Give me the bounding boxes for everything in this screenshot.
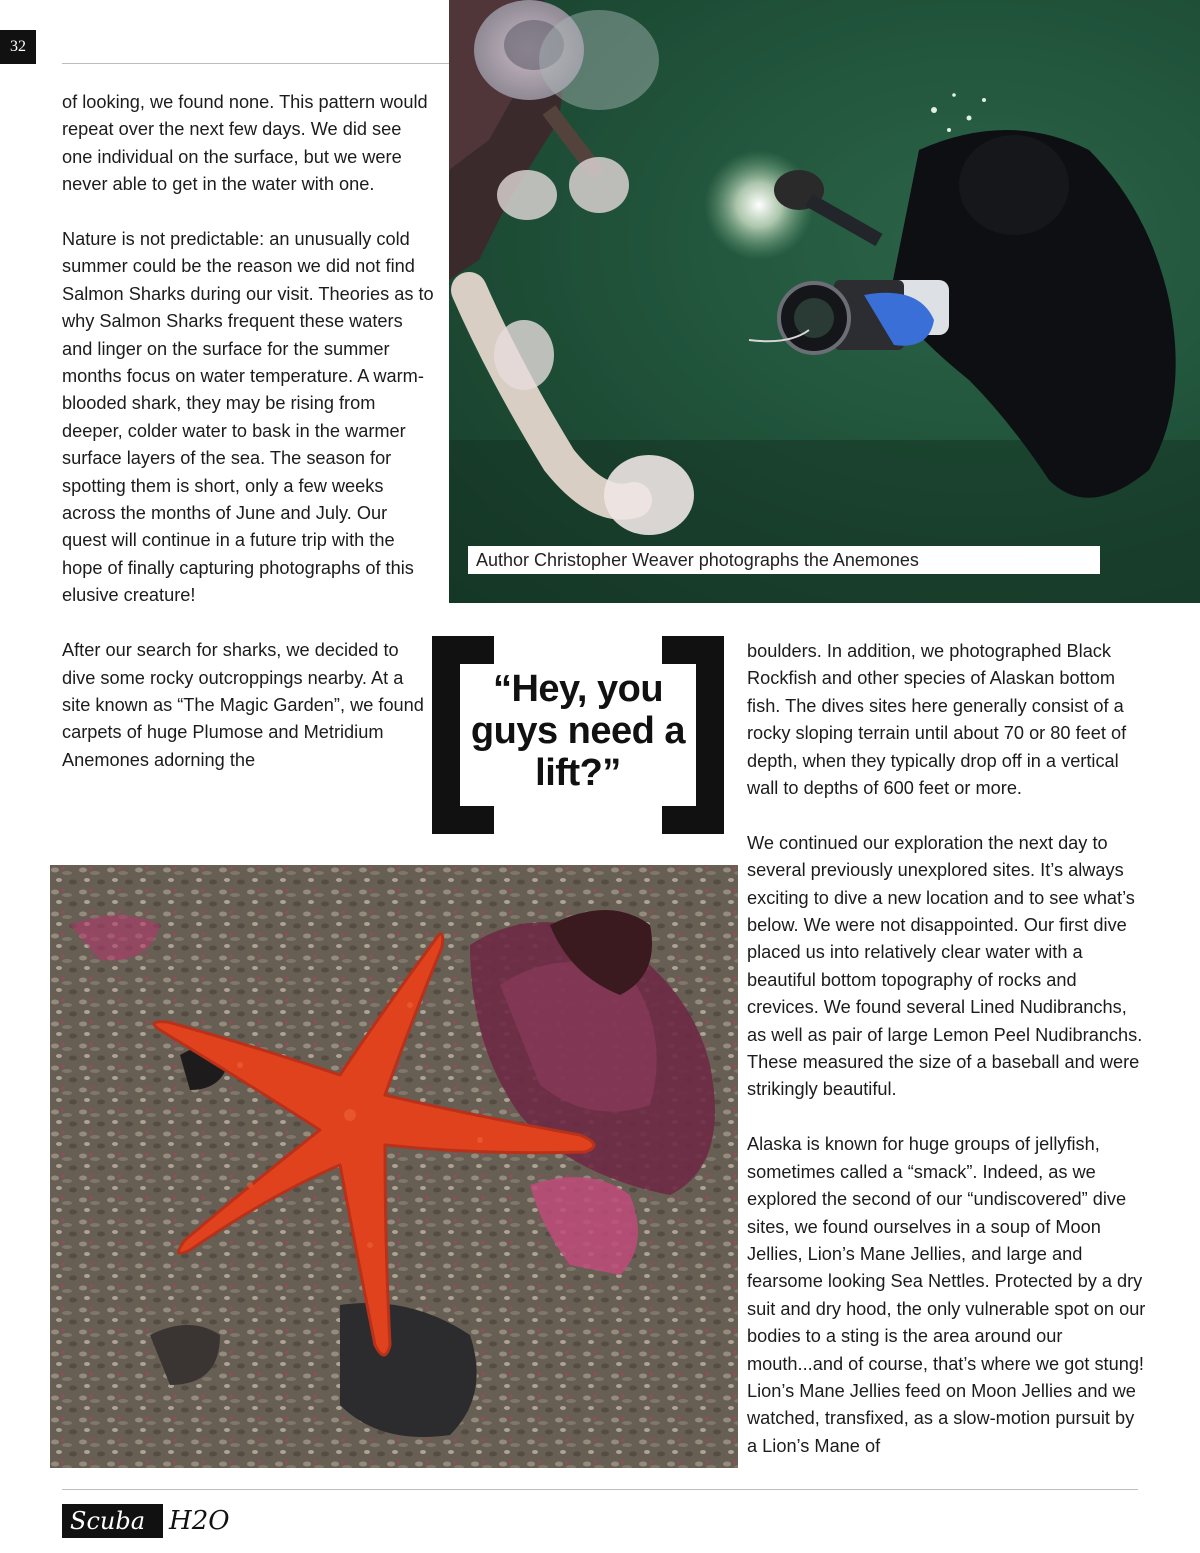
left-column — [62, 89, 434, 774]
logo-h2o-text: H2O — [169, 1506, 230, 1536]
top-divider — [62, 63, 452, 64]
left-paragraph-2: Nature is not predictable: an unusually cold summer could be the reason we did not find Salmon Sharks during our visit. Theories as to why Salmon Sharks frequent these waters and linger on the surface for the summer months focus on water temperature. A warm-blooded shark, they may be rising from deeper, colder water to bask in the warmer surface layers of the sea. The season for spotting them is short, only a few weeks across the months of June and July. Our quest will continue in a future trip with the hope of finally capturing photographs of this elusive creature! — [62, 229, 434, 606]
right-column — [747, 638, 1147, 1460]
left-paragraph-3: After our search for sharks, we decided to dive some rocky outcroppings nearby. At a site known as “The Magic Garden”, we found carpets of huge Plumose and Metridium Anemones adorning the — [62, 640, 424, 770]
photo-caption: Author Christopher Weaver photographs the Anemones — [468, 546, 1100, 574]
logo-scuba-text: Scuba — [62, 1504, 163, 1538]
right-paragraph-3: Alaska is known for huge groups of jellyfish, sometimes called a “smack”. Indeed, as we explored the second of our “undiscovered” dive sites, we found ourselves in a soup of Moon Jellies, Lion’s Mane Jellies, and large and fearsome looking Sea Nettles. Protected by a dry suit and dry hood, the only vulnerable spot on our bodies to a sting is the area around our mouth...and of course, that’s where we got stung! Lion’s Mane Jellies feed on Moon Jellies and we watched, transfixed, as a slow-motion pursuit by a Lion’s Mane of — [747, 1134, 1146, 1456]
page-number: 32 — [0, 30, 36, 64]
left-paragraph-1: of looking, we found none. This pattern would repeat over the next few days. We did see one individual on the surface, but we were never able to get in the water with one. — [62, 92, 428, 195]
bottom-divider — [62, 1489, 1138, 1490]
pull-quote-text: “Hey, you guys need a lift?” — [470, 668, 686, 794]
diver-anemones-photo — [449, 0, 1200, 603]
right-paragraph-1: boulders. In addition, we photographed Black Rockfish and other species of Alaskan bottom fish. The dives sites here generally consist of a rocky sloping terrain until about 70 or 80 feet of depth, when they typically drop off in a vertical wall to depths of 600 feet or more. — [747, 641, 1127, 799]
scuba-h2o-logo — [62, 1503, 230, 1539]
right-paragraph-2: We continued our exploration the next day to several previously unexplored sites. It’s always exciting to dive a new location and to see what’s below. We were not disappointed. Our first dive placed us into relatively clear water with a beautiful bottom topography of rocks and crevices. We found several Lined Nudibranchs, as well as pair of large Lemon Peel Nudibranchs. These measured the size of a baseball and were strikingly beautiful. — [747, 832, 1143, 1100]
starfish-photo — [50, 865, 738, 1468]
pull-quote-block — [432, 636, 724, 834]
